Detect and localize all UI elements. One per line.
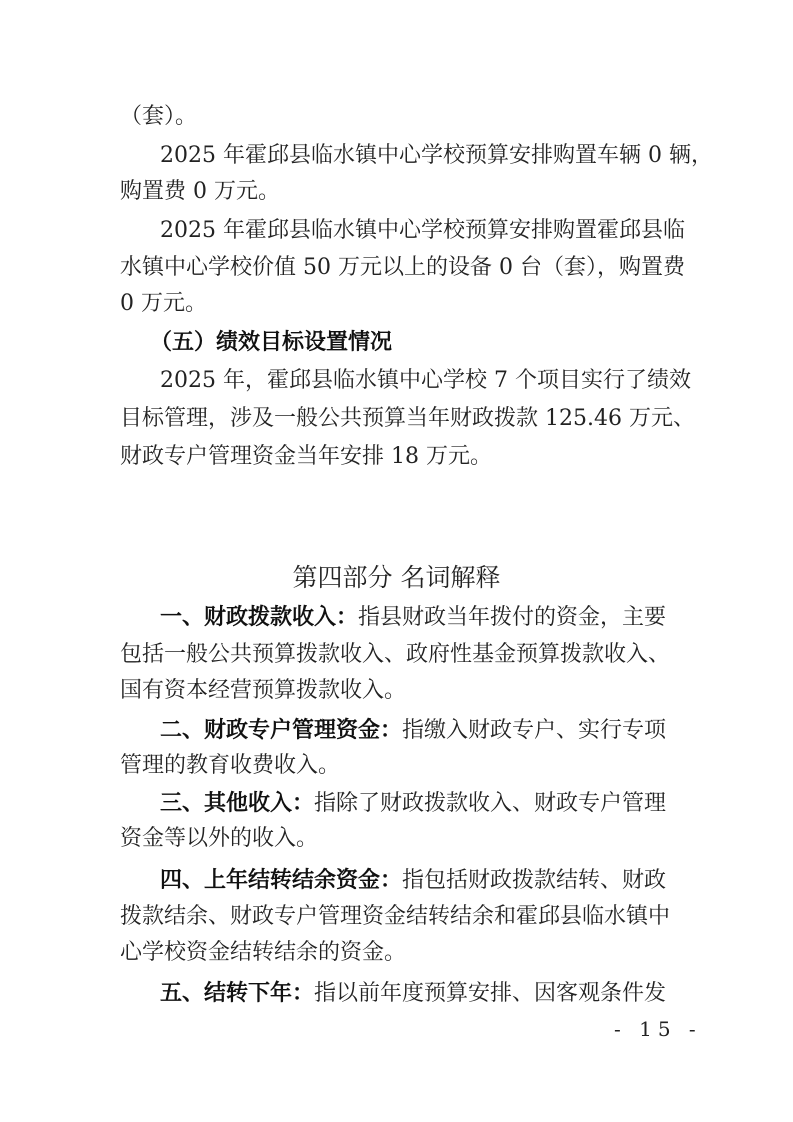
text-line: 购置费 0 万元。 [120,179,280,204]
text-line: 拨款结余、财政专户管理资金结转结余和霍邱县临水镇中 [120,904,671,929]
part-title: 第四部分 名词解释 [292,563,501,592]
term-text: 指除了财政拨款收入、财政专户管理 [314,791,667,816]
text-line: 2025 年霍邱县临水镇中心学校预算安排购置霍邱县临 [160,218,685,243]
text-line: 2025 年霍邱县临水镇中心学校预算安排购置车辆 0 辆， [160,143,713,168]
page-number: - 15 - [614,1017,702,1041]
term-label: 一、财政拨款收入： [160,604,359,630]
term-text: 指县财政当年拨付的资金，主要 [358,605,667,630]
text-line: 2025 年，霍邱县临水镇中心学校 7 个项目实行了绩效 [160,368,691,393]
text-line: 财政专户管理资金当年安排 18 万元。 [120,444,492,469]
term-label: 二、财政专户管理资金： [160,717,403,743]
text-line: 管理的教育收费收入。 [120,753,341,778]
term-text: 指缴入财政专户、实行专项 [402,718,667,743]
term-line [160,602,667,633]
text-line: 水镇中心学校价值 50 万元以上的设备 0 台（套），购置费 [120,255,685,280]
term-label: 五、结转下年： [160,980,315,1006]
term-text: 指以前年度预算安排、因客观条件发 [314,981,667,1006]
term-label: 三、其他收入： [160,790,315,816]
term-line [160,978,667,1009]
term-line [160,865,667,896]
term-line [160,715,667,746]
text-line: 国有资本经营预算拨款收入。 [120,678,407,703]
term-text: 指包括财政拨款结转、财政 [402,868,667,893]
text-line: （套）。 [120,104,198,129]
section-heading: （五）绩效目标设置情况 [150,329,393,355]
text-line: 心学校资金结转结余的资金。 [120,940,407,965]
text-line: 0 万元。 [120,291,207,316]
term-line [160,788,667,819]
term-label: 四、上年结转结余资金： [160,867,403,893]
text-line: 目标管理，涉及一般公共预算当年财政拨款 125.46 万元、 [120,406,695,431]
text-line: 资金等以外的收入。 [120,826,319,851]
text-line: 包括一般公共预算拨款收入、政府性基金预算拨款收入、 [120,642,671,667]
